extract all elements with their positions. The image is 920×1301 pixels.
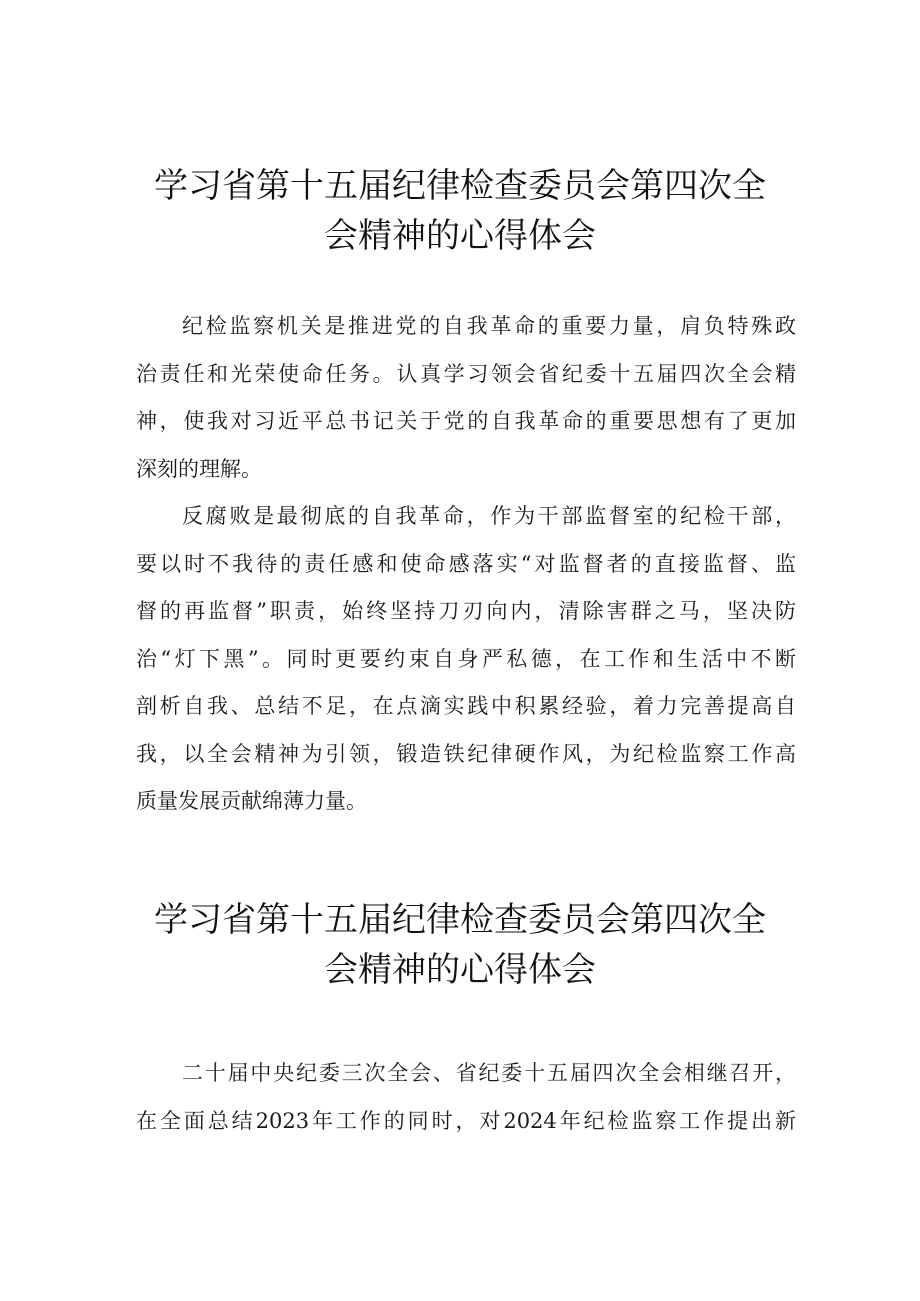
paragraph-line: 督的再监督”职责，始终坚持刀刃向内，清除害群之马，坚决防 [136, 599, 796, 623]
title-line: 会精神的心得体会 [324, 216, 596, 256]
paragraph-line: 在全面总结2023年工作的同时，对2024年纪检监察工作提出新 [136, 1108, 796, 1133]
paragraph-line: 质量发展贡献绵薄力量。 [136, 789, 367, 813]
paragraph-line: 纪检监察机关是推进党的自我革命的重要力量，肩负特殊政 [182, 314, 796, 338]
paragraph-line: 反腐败是最彻底的自我革命，作为干部监督室的纪检干部， [182, 504, 796, 528]
paragraph-line: 要以时不我待的责任感和使命感落实“对监督者的直接监督、监 [136, 551, 796, 576]
paragraph-line: 二十届中央纪委三次全会、省纪委十五届四次全会相继召开， [182, 1061, 796, 1085]
paragraph-line: 治“灯下黑”。同时更要约束自身严私德，在工作和生活中不断 [136, 646, 796, 671]
body-paragraph [136, 493, 796, 826]
title-line: 学习省第十五届纪律检查委员会第四次全 [154, 900, 766, 940]
title-line: 会精神的心得体会 [324, 950, 596, 990]
paragraph-line: 我，以全会精神为引领，锻造铁纪律硬作风，为纪检监察工作高 [136, 741, 796, 766]
title-line: 学习省第十五届纪律检查委员会第四次全 [154, 166, 766, 206]
paragraph-line: 治责任和光荣使命任务。认真学习领会省纪委十五届四次全会精 [136, 361, 796, 386]
paragraph-line: 神，使我对习近平总书记关于党的自我革命的重要思想有了更加 [136, 409, 796, 433]
paragraph-line: 深刻的理解。 [136, 456, 262, 481]
paragraph-line: 剖析自我、总结不足，在点滴实践中积累经验，着力完善提高自 [136, 694, 796, 718]
article-title [120, 895, 800, 995]
body-paragraph [136, 1050, 796, 1145]
article-title [120, 161, 800, 261]
body-paragraph [136, 303, 796, 493]
